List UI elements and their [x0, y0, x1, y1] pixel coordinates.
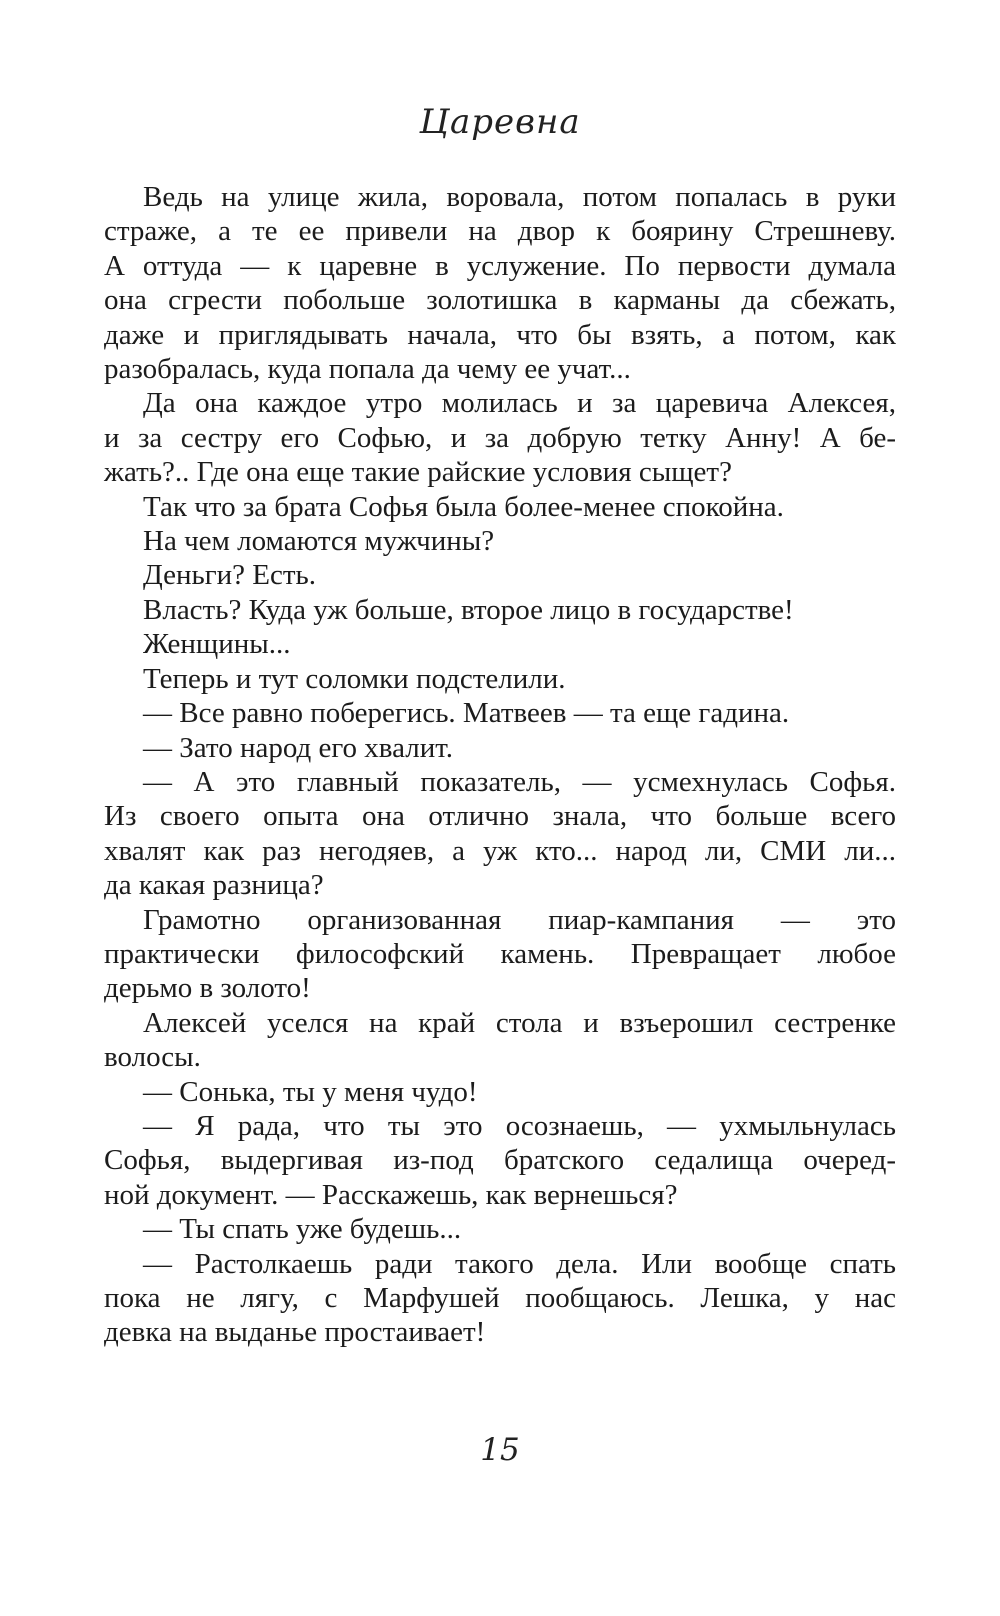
- text-line: Из своего опыта она отлично знала, что больше всего: [104, 800, 896, 833]
- paragraph: [104, 386, 896, 489]
- text-line: Женщины...: [143, 628, 291, 661]
- text-line: Деньги? Есть.: [143, 559, 317, 592]
- text-line: — Ты спать уже будешь...: [143, 1213, 462, 1246]
- text-line: дерьмо в золото!: [104, 972, 311, 1005]
- text-line: — Все равно поберегись. Матвеев — та еще гадина.: [143, 697, 790, 730]
- text-line: ной документ. — Расскажешь, как вернешься?: [104, 1178, 678, 1211]
- paragraph: [104, 593, 896, 627]
- paragraph: [104, 696, 896, 730]
- text-line: Грамотно организованная пиар-кампания — это: [143, 903, 896, 936]
- text-line: даже и приглядывать начала, что бы взять, а потом, как: [104, 318, 896, 351]
- text-block: [104, 180, 896, 1350]
- paragraph: [104, 1075, 896, 1109]
- text-line: Так что за брата Софья была более-менее спокойна.: [143, 490, 784, 523]
- paragraph: [104, 490, 896, 524]
- paragraph: [104, 180, 896, 386]
- page-number: 15: [480, 1432, 520, 1468]
- running-head: Царевна: [419, 102, 581, 142]
- paragraph: [104, 1109, 896, 1212]
- paragraph: [104, 903, 896, 1006]
- paragraph: [104, 765, 896, 903]
- text-line: пока не лягу, с Марфушей пообщаюсь. Лешка, у нас: [104, 1282, 896, 1314]
- text-line: На чем ломаются мужчины?: [143, 525, 495, 558]
- paragraph: [104, 627, 896, 661]
- paragraph: [104, 1212, 896, 1246]
- text-line: Да она каждое утро молилась и за царевича Алексея,: [143, 387, 896, 420]
- text-line: и за сестру его Софью, и за добрую тетку Анну! А бе-: [104, 421, 896, 454]
- paragraph: [104, 662, 896, 696]
- text-line: да какая разница?: [104, 869, 324, 902]
- text-line: А оттуда — к царевне в услужение. По первости думала: [104, 249, 896, 282]
- text-line: Ведь на улице жила, воровала, потом попалась в руки: [143, 181, 896, 213]
- text-line: страже, а те ее привели на двор к боярину Стрешневу.: [104, 215, 896, 248]
- paragraph: [104, 524, 896, 558]
- paragraph: [104, 731, 896, 765]
- paragraph: [104, 558, 896, 592]
- text-line: — Растолкаешь ради такого дела. Или вообще спать: [143, 1247, 896, 1280]
- text-line: жать?.. Где она еще такие райские условия сыщет?: [104, 456, 732, 489]
- text-line: Власть? Куда уж больше, второе лицо в государстве!: [143, 593, 794, 626]
- text-line: Софья, выдергивая из-под братского седалища очеред-: [104, 1144, 896, 1177]
- paragraph: [104, 1247, 896, 1350]
- text-line: разобралась, куда попала да чему ее учат...: [104, 353, 631, 386]
- text-line: — Зато народ его хвалит.: [143, 731, 453, 764]
- text-line: практически философский камень. Превращает любое: [104, 937, 896, 970]
- text-line: волосы.: [104, 1041, 201, 1074]
- text-line: — Сонька, ты у меня чудо!: [143, 1075, 478, 1108]
- paragraph: [104, 1006, 896, 1075]
- text-line: — Я рада, что ты это осознаешь, — ухмыльнулась: [143, 1109, 896, 1142]
- text-line: она сгрести побольше золотишка в карманы да сбежать,: [104, 284, 896, 317]
- text-line: хвалят как раз негодяев, а уж кто... народ ли, СМИ ли...: [104, 834, 896, 867]
- text-line: Алексей уселся на край стола и взъерошил сестренке: [143, 1006, 896, 1039]
- text-line: — А это главный показатель, — усмехнулась Софья.: [143, 765, 896, 798]
- text-line: девка на выданье простаивает!: [104, 1316, 486, 1349]
- text-line: Теперь и тут соломки подстелили.: [143, 662, 566, 695]
